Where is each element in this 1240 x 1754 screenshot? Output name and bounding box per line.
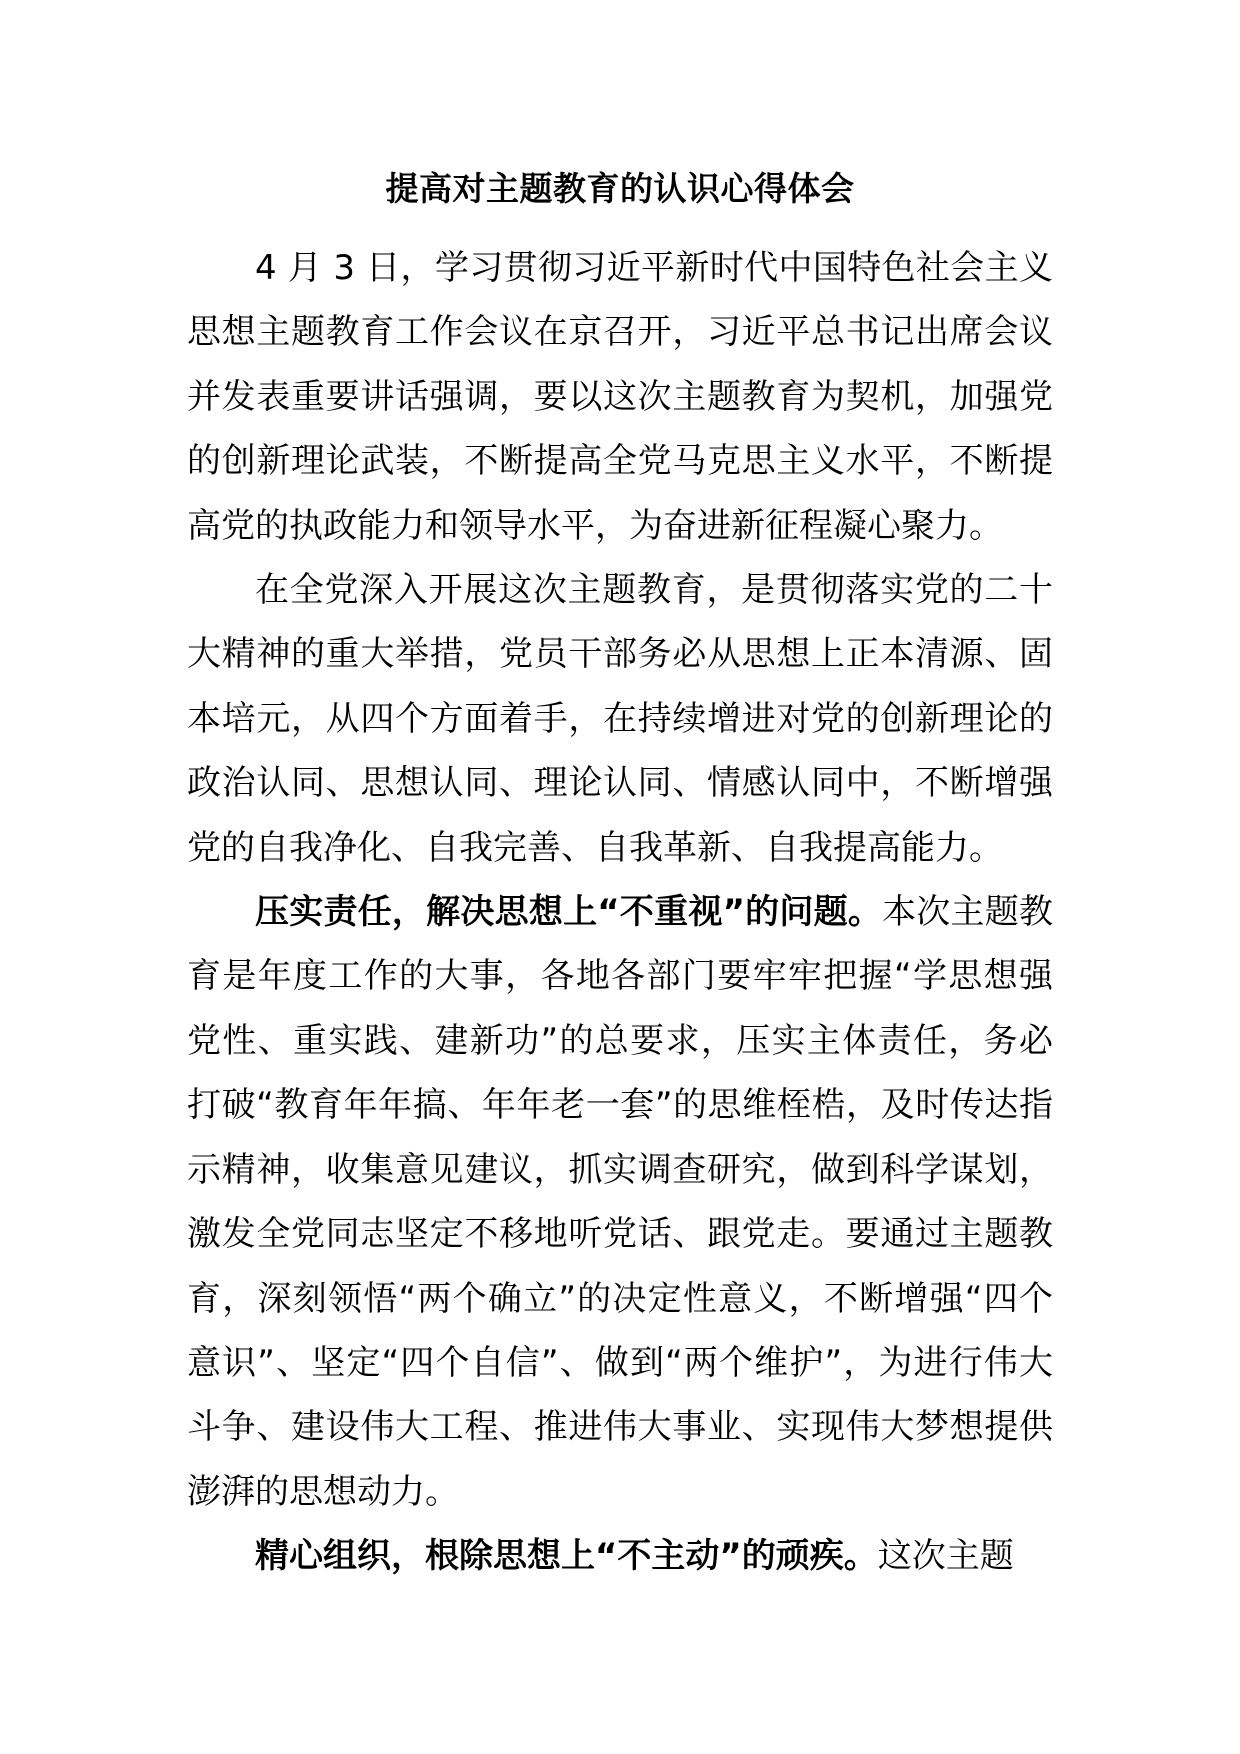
paragraph-text: 在全党深入开展这次主题教育，是贯彻落实党的二十大精神的重大举措，党员干部务必从思想上正本清源、固本培元，从四个方面着手，在持续增进对党的创新理论的政治认同、思想认同、理论认同、情感认同中，不断增强党的自我净化、自我完善、自我革新、自我提高能力。	[187, 570, 1053, 868]
paragraph-meeting	[187, 236, 1053, 558]
paragraph-text: 这次主题	[877, 1536, 1014, 1577]
paragraph-responsibility	[187, 880, 1053, 1524]
paragraph-text: 4 月 3 日，学习贯彻习近平新时代中国特色社会主义思想主题教育工作会议在京召开，习近平总书记出席会议并发表重要讲话强调，要以这次主题教育为契机，加强党的创新理论武装，不断提高全党马克思主义水平，不断提高党的执政能力和领导水平，为奋进新征程凝心聚力。	[187, 248, 1053, 546]
paragraph-text: 本次主题教育是年度工作的大事，各地各部门要牢牢把握“学思想强党性、重实践、建新功”的总要求，压实主体责任，务必打破“教育年年搞、年年老一套”的思维桎梏，及时传达指示精神，收集意见建议，抓实调查研究，做到科学谋划，激发全党同志坚定不移地听党话、跟党走。要通过主题教育，深刻领悟“两个确立”的决定性意义，不断增强“四个意识”、坚定“四个自信”、做到“两个维护”，为进行伟大斗争、建设伟大工程、推进伟大事业、实现伟大梦想提供澎湃的思想动力。	[187, 892, 1053, 1512]
paragraph-lead: 精心组织，根除思想上“不主动”的顽疾。	[255, 1536, 878, 1577]
paragraph-organization	[187, 1524, 1053, 1588]
paragraph-lead: 压实责任，解决思想上“不重视”的问题。	[255, 892, 883, 933]
document-body	[187, 236, 1053, 1589]
document-title: 提高对主题教育的认识心得体会	[385, 169, 855, 208]
paragraph-significance	[187, 558, 1053, 880]
